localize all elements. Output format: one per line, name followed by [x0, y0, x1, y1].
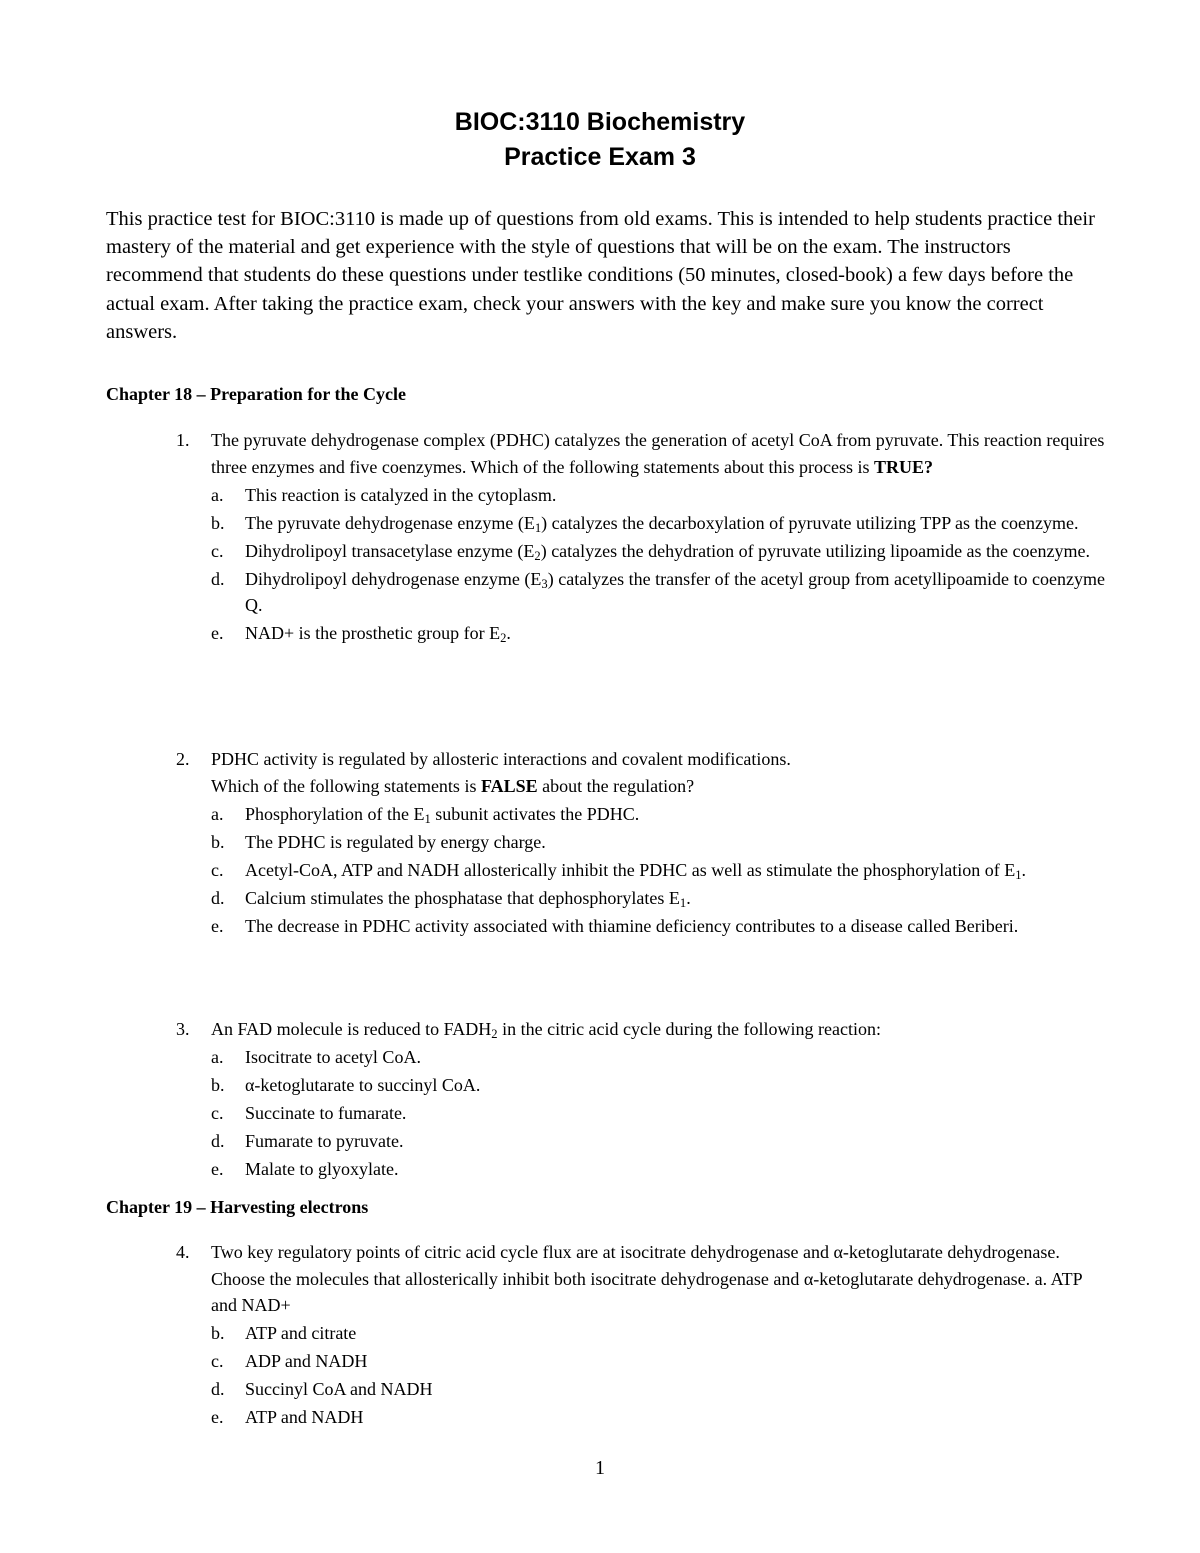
question-number: 1.: [176, 430, 190, 450]
exam-title: Practice Exam 3: [504, 143, 696, 171]
answer-option: b. α-ketoglutarate to succinyl CoA.: [211, 1075, 481, 1095]
question-4: [176, 1239, 1106, 1431]
question-number: 3.: [176, 1019, 190, 1039]
question-emphasis: FALSE: [480, 775, 538, 796]
question-number: 2.: [176, 749, 190, 769]
answer-option: d. Calcium stimulates the phosphatase that dephosphorylates $E_1$.: [211, 887, 691, 910]
answer-option: c. Dihydrolipoyl transacetylase enzyme $(E_2)$ catalyzes the dehydration of pyruvate utilizing lipoamide as the coenzyme.: [211, 540, 1091, 563]
answer-option: a. Phosphorylation of the $E_1$ subunit activates the PDHC.: [211, 803, 640, 826]
intro-paragraph: This practice test for BIOC:3110 is made up of questions from old exams. This is intended to help students practice their mastery of the material and get experience with the style of questions that will be on the exam. The instructors recommend that students do these questions under testlike conditions (50 minutes, closed-book) a few days before the actual exam. After taking the practice exam, check your answers with the key and make sure you know the correct answers.: [106, 208, 1095, 343]
question-emphasis: TRUE?: [874, 456, 934, 477]
answer-option: d. Fumarate to pyruvate.: [211, 1131, 404, 1151]
page-number: 1: [595, 1457, 605, 1479]
answer-option: c. Acetyl-CoA, ATP and NADH allosterically inhibit the PDHC as well as stimulate the phosphorylation of $E_1$.: [211, 859, 1027, 882]
answer-option: d. Dihydrolipoyl dehydrogenase enzyme $(E_3)$ catalyzes the transfer of the acetyl group from acetyllipoamide to coenzyme Q.: [211, 568, 1105, 615]
answer-option: e. The decrease in PDHC activity associated with thiamine deficiency contributes to a disease called Beriberi.: [211, 915, 1019, 936]
question-text: An FAD molecule is reduced to $FADH_2$ in the citric acid cycle during the following reaction:: [211, 1019, 881, 1041]
chapter-19-heading: Chapter 19 – Harvesting electrons: [106, 1197, 369, 1217]
question-text: PDHC activity is regulated by allosteric interactions and covalent modifications. Which of the following statements is FALSE about the regulation?: [211, 749, 791, 796]
question-1: [176, 427, 1106, 647]
answer-option: e. Malate to glyoxylate.: [211, 1159, 399, 1179]
answer-option: d. Succinyl CoA and NADH: [211, 1379, 433, 1399]
chapter-18-heading: Chapter 18 – Preparation for the Cycle: [106, 384, 406, 404]
answer-option: c. ADP and NADH: [211, 1351, 368, 1371]
question-text: The pyruvate dehydrogenase complex (PDHC) catalyzes the generation of acetyl CoA from pyruvate. This reaction requires three enzymes and five coenzymes. Which of the following statements about this process is TRUE?: [211, 430, 1105, 477]
answer-option: b. ATP and citrate: [211, 1323, 357, 1343]
question-text: Two key regulatory points of citric acid cycle flux are at isocitrate dehydrogenase and α-ketoglutarate dehydrogenase. Choose the molecules that allosterically inhibit both isocitrate dehydrogenase and α-ketoglutarate dehydrogenase. a. ATP and NAD+: [211, 1242, 1083, 1315]
answer-option: a. Isocitrate to acetyl CoA.: [211, 1047, 421, 1067]
answer-option: e. ATP and NADH: [211, 1407, 364, 1427]
question-2: [176, 746, 1106, 939]
answer-option: a. This reaction is catalyzed in the cytoplasm.: [211, 484, 557, 505]
answer-option: b. The PDHC is regulated by energy charge.: [211, 831, 546, 852]
answer-option: e. NAD+ is the prosthetic group for $E_2$.: [211, 623, 511, 645]
question-number: 4.: [176, 1242, 190, 1262]
question-3: [176, 1016, 1106, 1183]
course-title: BIOC:3110 Biochemistry: [454, 108, 746, 136]
answer-option: b. The pyruvate dehydrogenase enzyme $(E_1)$ catalyzes the decarboxylation of pyruvate utilizing TPP as the coenzyme.: [211, 512, 1079, 535]
answer-option: c. Succinate to fumarate.: [211, 1103, 407, 1123]
